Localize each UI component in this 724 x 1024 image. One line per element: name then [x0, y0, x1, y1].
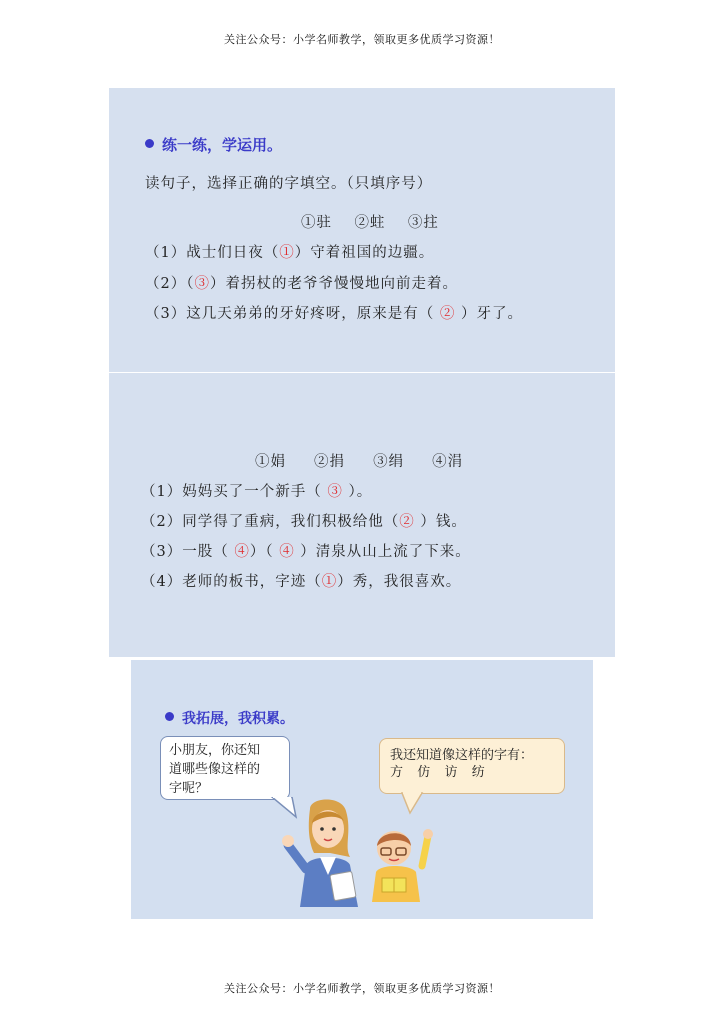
answer: ③: [194, 276, 210, 292]
options-row-1: [301, 211, 439, 232]
sentence-text: （3）这几天弟弟的牙好疼呀，原来是有（: [145, 306, 440, 322]
sentence-2: [145, 272, 458, 293]
sentence-text: （2）（: [145, 276, 195, 292]
sentence-3: [145, 302, 523, 323]
bubble-line: 字呢？: [169, 781, 209, 796]
bubble-line: 小朋友，你还知: [169, 743, 261, 758]
instruction: 读句子，选择正确的字填空。（只填序号）: [145, 176, 433, 192]
option: ③拄: [407, 215, 439, 231]
header-text: 关注公众号：小学名师教学，领取更多优质学习资源！: [224, 33, 500, 46]
teacher-speech-bubble: [160, 736, 290, 800]
sentence-1: [141, 480, 372, 501]
exercise-panel-2: [109, 373, 615, 657]
section-title-3: [165, 708, 294, 728]
option: ②捐: [314, 454, 346, 470]
section-title-text: 我拓展，我积累。: [182, 711, 294, 727]
answer: ①: [279, 245, 295, 261]
sentence-text: ）（: [249, 544, 280, 560]
sentence-2: [141, 510, 467, 531]
option: ①驻: [301, 215, 332, 231]
answer: ③: [327, 484, 343, 500]
answer: ④: [234, 544, 250, 560]
bubble-line: 道哪些像这样的: [169, 762, 261, 777]
sentence-text: （1）战士们日夜（: [145, 245, 280, 261]
answer: ②: [399, 514, 415, 530]
sentence-3: [141, 540, 471, 561]
option: ①娟: [255, 454, 286, 470]
sentence-text: （4）老师的板书，字迹（: [141, 574, 322, 590]
sentence-4: [141, 570, 461, 591]
bubble-tail-icon: [400, 791, 426, 815]
teacher-figure: [280, 795, 370, 907]
option: ②蛀: [354, 215, 386, 231]
sentence-text: ）钱。: [414, 514, 467, 530]
footer-text: 关注公众号：小学名师教学，领取更多优质学习资源！: [224, 982, 500, 995]
option: ④涓: [432, 454, 464, 470]
sentence-text: （1）妈妈买了一个新手（: [141, 484, 328, 500]
student-figure: [366, 826, 436, 902]
sentence-text: ）牙了。: [455, 306, 523, 322]
answer: ②: [439, 306, 456, 322]
answer: ①: [321, 574, 338, 590]
sentence-text: （2）同学得了重病，我们积极给他（: [141, 514, 400, 530]
section-title-1: [145, 134, 282, 155]
section-title-text: 练一练，学运用。: [162, 136, 283, 154]
sentence-text: ）着拐杖的老爷爷慢慢地向前走着。: [209, 276, 458, 292]
bubble-line: 我还知道像这样的字有：: [390, 748, 534, 763]
bubble-line: 方 仿 访 纺: [390, 765, 487, 780]
sentence-text: ）秀，我很喜欢。: [337, 574, 462, 590]
sentence-1: [145, 241, 434, 262]
bullet-dot-icon: [165, 712, 174, 721]
sentence-text: ）。: [342, 484, 373, 500]
options-row-2: [255, 450, 463, 471]
answer: ④: [279, 544, 295, 560]
sentence-text: （3）一股（: [141, 544, 235, 560]
bullet-dot-icon: [145, 139, 154, 148]
sentence-text: ）守着祖国的边疆。: [294, 245, 435, 261]
sentence-text: ）清泉从山上流了下来。: [294, 544, 471, 560]
student-speech-bubble: [379, 738, 565, 794]
exercise-panel-1: [109, 88, 615, 372]
option: ③绢: [373, 454, 405, 470]
